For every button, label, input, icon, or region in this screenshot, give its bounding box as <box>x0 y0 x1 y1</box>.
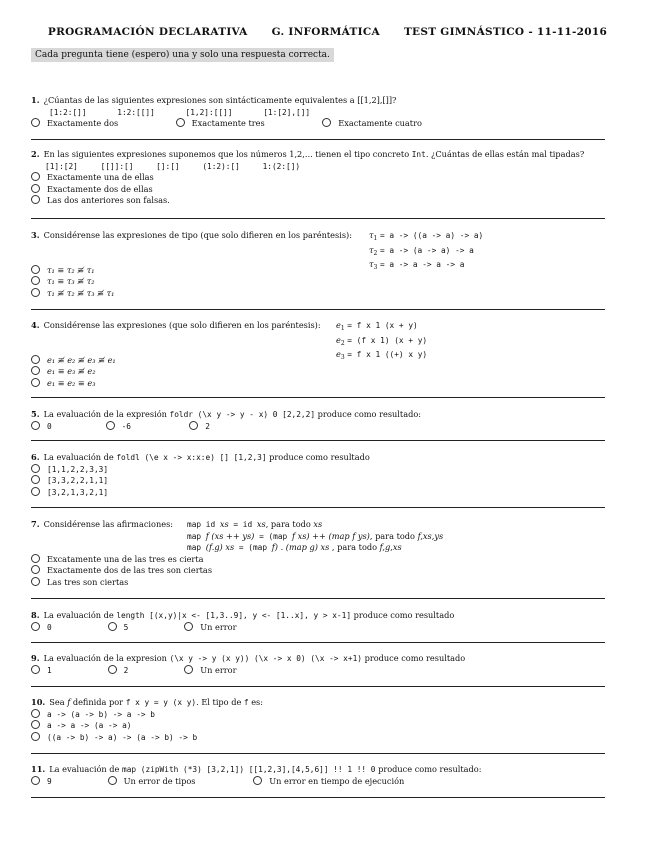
option-c[interactable] <box>31 732 609 744</box>
question-number: 11. <box>31 764 46 774</box>
radio-button[interactable] <box>31 554 40 563</box>
radio-button[interactable] <box>31 776 40 785</box>
question-text: produce como resultado <box>364 653 466 663</box>
claim-text: , para todo <box>329 542 380 553</box>
radio-button[interactable] <box>176 118 185 127</box>
option-label: Un error en tiempo de ejecución <box>269 775 405 786</box>
option-label: ((a -> b) -> a) -> (a -> b) -> b <box>47 732 198 742</box>
divider <box>31 797 605 798</box>
option-label: [3,2,1,3,2,1] <box>47 487 109 497</box>
question-text: produce como resultado <box>269 452 370 462</box>
radio-button[interactable] <box>184 622 193 631</box>
eq-sub: 2 <box>340 339 345 347</box>
question-3 <box>31 230 609 299</box>
option-b[interactable] <box>31 720 609 732</box>
question-text: En las siguientes expresiones suponemos que los números 1,2,... tienen el tipo concreto <box>43 149 412 159</box>
expr: 1:2:[[]] <box>117 107 155 117</box>
equation <box>336 320 427 335</box>
question-number: 5. <box>31 409 40 419</box>
option-label: e₁ ≡ e₃ ≢ e₂ <box>47 366 96 377</box>
question-text: La evaluación de la expresión <box>43 409 170 419</box>
option-a[interactable] <box>31 622 105 634</box>
option-label: Las dos anteriores son falsas. <box>47 195 170 206</box>
radio-button[interactable] <box>108 665 117 674</box>
exam-header <box>0 26 655 38</box>
course-title: PROGRAMACIÓN DECLARATIVA <box>47 26 248 38</box>
option-a[interactable] <box>31 776 105 788</box>
question-code: map (zipWith (*3) [3,2,1]) [[1,2,3],[4,5,6]] !! 1 !! 0 <box>122 765 376 774</box>
option-c[interactable] <box>31 577 609 589</box>
question-9 <box>31 653 609 676</box>
question-text: produce como resultado <box>351 610 455 620</box>
radio-button[interactable] <box>31 421 40 430</box>
option-label: -6 <box>121 421 131 431</box>
option-label: a -> a -> (a -> a) <box>47 721 132 731</box>
option-label: τ₁ ≡ τ₃ ≢ τ₂ <box>47 276 95 287</box>
question-number: 6. <box>31 452 40 462</box>
question-number: 2. <box>31 149 40 159</box>
option-b[interactable] <box>176 118 320 130</box>
eq-sub: 3 <box>373 264 378 272</box>
eq-rhs: = f x 1 ((+) x y) <box>347 350 428 360</box>
question-code: foldl (\e x -> x:x:e) [] [1,2,3] <box>116 453 267 462</box>
question-code: f <box>243 698 249 707</box>
question-6 <box>31 452 609 498</box>
option-a[interactable] <box>31 421 103 433</box>
question-number: 10. <box>31 697 46 707</box>
equation <box>369 259 483 274</box>
question-10 <box>31 697 609 743</box>
radio-button[interactable] <box>106 421 115 430</box>
eq-lhs: e <box>336 320 341 330</box>
question-code: length [(x,y)|x <- [1,3..9], y <- [1..x], y > x-1] <box>116 611 352 620</box>
radio-button[interactable] <box>31 172 40 181</box>
option-b[interactable] <box>31 565 609 577</box>
question-number: 1. <box>31 95 40 105</box>
radio-button[interactable] <box>322 118 331 127</box>
eq-lhs: τ <box>369 244 374 255</box>
option-c[interactable] <box>189 421 210 433</box>
expr: [[]]:[] <box>100 161 134 171</box>
question-text: La evaluación de <box>43 452 117 462</box>
claim <box>187 531 443 543</box>
option-c[interactable] <box>322 118 422 130</box>
option-c[interactable] <box>31 288 609 300</box>
eq-sub: 1 <box>373 235 378 242</box>
option-label: Exactamente tres <box>191 118 265 129</box>
option-label: 5 <box>123 622 129 632</box>
divider <box>31 753 605 754</box>
question-1 <box>31 95 609 130</box>
eq-sub: 1 <box>340 325 345 332</box>
divider <box>31 218 605 219</box>
option-b[interactable] <box>108 776 251 788</box>
option-label: τ₁ ≢ τ₂ ≢ τ₃ ≢ τ₁ <box>47 287 115 298</box>
question-text: Sea <box>49 697 68 707</box>
radio-button[interactable] <box>31 622 40 631</box>
eq-lhs: τ <box>369 259 374 270</box>
option-label: [1,1,2,2,3,3] <box>47 464 109 474</box>
question-number: 4. <box>31 320 40 330</box>
question-text: Considérense las afirmaciones: <box>43 519 174 529</box>
expr: 1:(2:[]) <box>262 161 301 171</box>
expr: [1,2]:[[]] <box>185 107 233 117</box>
divider <box>31 139 605 140</box>
radio-button[interactable] <box>31 184 40 193</box>
question-text: Considérense las expresiones (que solo difieren en los paréntesis): <box>43 320 321 330</box>
claim-var: xs <box>313 519 323 529</box>
claim-code: = (map <box>254 531 292 541</box>
option-b[interactable] <box>31 475 609 487</box>
claim <box>187 519 443 531</box>
radio-button[interactable] <box>31 720 40 729</box>
claim <box>187 542 443 554</box>
claim-var: f xs) ++ (map f ys) <box>291 530 370 541</box>
divider <box>31 397 605 398</box>
option-c[interactable] <box>31 378 609 390</box>
question-code: Int <box>411 150 426 159</box>
option-a[interactable] <box>31 172 609 184</box>
question-text: produce como resultado: <box>315 409 422 419</box>
option-b[interactable] <box>31 276 609 288</box>
option-label: Excatamente una de las tres es cierta <box>47 553 204 564</box>
radio-button[interactable] <box>31 487 40 496</box>
option-label: Exactamente dos <box>47 118 119 129</box>
option-a[interactable] <box>31 464 609 476</box>
option-label: Las tres son ciertas <box>47 576 129 587</box>
equation <box>336 335 427 350</box>
question-code: foldr (\x y -> y - x) 0 [2,2,2] <box>169 410 316 419</box>
question-text: La evaluación de <box>49 764 122 774</box>
question-4 <box>31 320 609 389</box>
claim-code: = (map <box>234 543 272 553</box>
claim-var: xs <box>219 519 229 529</box>
question-text: . El tipo de <box>196 697 244 707</box>
divider <box>31 686 605 687</box>
expr-equations <box>336 320 427 364</box>
option-label: Un error <box>200 664 237 675</box>
eq-rhs: = f x 1 (x + y) <box>347 321 418 330</box>
radio-button[interactable] <box>31 565 40 574</box>
question-11 <box>31 764 609 787</box>
expr: (1:2):[] <box>202 161 240 171</box>
test-title: TEST GIMNÁSTICO - 11-11-2016 <box>403 26 608 38</box>
option-label: τ₁ ≡ τ₂ ≢ τ₁ <box>47 264 95 275</box>
expr: [1:[2],[]] <box>263 107 311 117</box>
radio-button[interactable] <box>31 665 40 674</box>
type-equations <box>369 230 483 274</box>
question-code: (\x y -> y (x y)) (\x -> x 0) (\x -> x+1) <box>169 654 362 663</box>
option-b[interactable] <box>106 421 187 433</box>
expr: []:[] <box>156 161 180 171</box>
divider <box>31 507 605 508</box>
option-label: e₁ ≢ e₂ ≢ e₃ ≢ e₁ <box>47 354 116 365</box>
eq-lhs: τ <box>369 230 374 240</box>
question-number: 8. <box>31 610 40 620</box>
option-a[interactable] <box>31 554 609 566</box>
option-c[interactable] <box>184 622 236 634</box>
radio-button[interactable] <box>253 776 262 785</box>
question-2 <box>31 149 609 207</box>
claim-text: , para todo <box>369 530 418 541</box>
divider <box>31 309 605 310</box>
radio-button[interactable] <box>31 276 40 285</box>
expr: [1]:[2] <box>45 161 78 171</box>
option-a[interactable] <box>31 265 609 277</box>
eq-rhs: = a -> ((a -> a) -> a) <box>379 231 484 240</box>
eq-rhs: = (f x 1) (x + y) <box>347 335 428 345</box>
option-a[interactable] <box>31 118 173 130</box>
radio-button[interactable] <box>31 464 40 473</box>
question-text: es: <box>248 697 264 707</box>
option-label: 0 <box>47 421 52 431</box>
radio-button[interactable] <box>31 709 40 718</box>
option-label: Exactamente una de ellas <box>47 172 154 183</box>
radio-button[interactable] <box>31 732 40 741</box>
radio-button[interactable] <box>31 475 40 484</box>
radio-button[interactable] <box>31 288 40 297</box>
option-label: [3,3,2,2,1,1] <box>47 476 109 486</box>
eq-rhs: = a -> (a -> a) -> a <box>379 245 474 255</box>
option-a[interactable] <box>31 665 105 677</box>
option-c[interactable] <box>184 665 236 677</box>
radio-button[interactable] <box>31 265 40 274</box>
option-c[interactable] <box>31 487 609 499</box>
option-label: 9 <box>47 776 52 786</box>
eq-lhs: e <box>336 349 341 360</box>
option-label: Exactamente dos de las tres son ciertas <box>47 565 213 576</box>
claim-code: map <box>187 543 206 553</box>
option-label: a -> (a -> b) -> a -> b <box>47 709 155 719</box>
eq-lhs: e <box>336 334 341 345</box>
claim-code: map <box>187 531 206 541</box>
question-text: produce como resultado: <box>375 764 482 774</box>
question-text: . ¿Cuántas de ellas están mal tipadas? <box>425 149 585 159</box>
option-b[interactable] <box>31 366 609 378</box>
option-a[interactable] <box>31 709 609 721</box>
divider <box>31 598 605 599</box>
claim-text: , para todo <box>265 519 314 529</box>
equation <box>369 245 483 260</box>
question-text: ¿Cúantas de las siguientes expresiones son sintácticamente equivalentes a [[1,2],[]]? <box>43 95 397 105</box>
question-text: definida por <box>70 697 126 707</box>
claim-var: f,g,xs <box>379 542 402 553</box>
question-8 <box>31 610 609 633</box>
question-number: 9. <box>31 653 40 663</box>
option-b[interactable] <box>108 622 182 634</box>
option-label: e₁ ≡ e₂ ≡ e₃ <box>47 377 96 388</box>
option-label: Un error de tipos <box>123 775 196 786</box>
claim-code: = id <box>228 520 257 529</box>
question-code: f x y = y (x y) <box>125 698 197 707</box>
radio-button[interactable] <box>189 421 198 430</box>
option-c[interactable] <box>253 776 404 788</box>
claim-var: f,xs,ys <box>417 530 444 541</box>
radio-button[interactable] <box>31 195 40 204</box>
option-c[interactable] <box>31 195 609 207</box>
eq-rhs: = a -> a -> a -> a <box>379 260 465 270</box>
instructions-notice: Cada pregunta tiene (espero) una y solo una respuesta correcta. <box>31 48 334 62</box>
divider <box>31 642 605 643</box>
question-text: La evaluación de <box>43 610 117 620</box>
eq-sub: 3 <box>340 354 345 362</box>
expr: [1:2:[]] <box>49 107 87 117</box>
radio-button[interactable] <box>108 622 117 631</box>
claim-var: (f.g) xs <box>205 542 235 553</box>
option-label: 1 <box>47 665 52 675</box>
radio-button[interactable] <box>108 776 117 785</box>
question-5 <box>31 409 609 432</box>
claim-var: xs <box>256 519 266 529</box>
question-number: 3. <box>31 230 40 240</box>
option-label: 0 <box>47 622 52 632</box>
option-label: 2 <box>205 421 210 431</box>
claims <box>187 519 443 554</box>
claim-code: map id <box>187 520 220 529</box>
radio-button[interactable] <box>31 366 40 375</box>
option-label: Exactamente cuatro <box>338 118 422 129</box>
option-b[interactable] <box>31 184 609 196</box>
divider <box>31 440 605 441</box>
radio-button[interactable] <box>31 355 40 364</box>
claim-var: f (xs ++ ys) <box>205 530 255 541</box>
degree-title: G. INFORMÁTICA <box>271 26 380 38</box>
question-text: Considérense las expresiones de tipo (que solo difieren en los paréntesis): <box>43 230 353 240</box>
equation <box>369 230 483 245</box>
radio-button[interactable] <box>31 118 40 127</box>
radio-button[interactable] <box>31 577 40 586</box>
question-number: 7. <box>31 519 40 529</box>
radio-button[interactable] <box>184 665 193 674</box>
option-a[interactable] <box>31 355 609 367</box>
option-label: 2 <box>123 665 129 675</box>
eq-sub: 2 <box>373 249 378 257</box>
equation <box>336 349 427 364</box>
radio-button[interactable] <box>31 378 40 387</box>
question-var: f <box>67 697 71 707</box>
question-text: La evaluación de la expresion <box>43 653 170 663</box>
option-label: Un error <box>200 621 237 632</box>
claim-var: f) . (map g) xs <box>271 542 330 553</box>
option-b[interactable] <box>108 665 182 677</box>
option-label: Exactamente dos de ellas <box>47 183 153 194</box>
